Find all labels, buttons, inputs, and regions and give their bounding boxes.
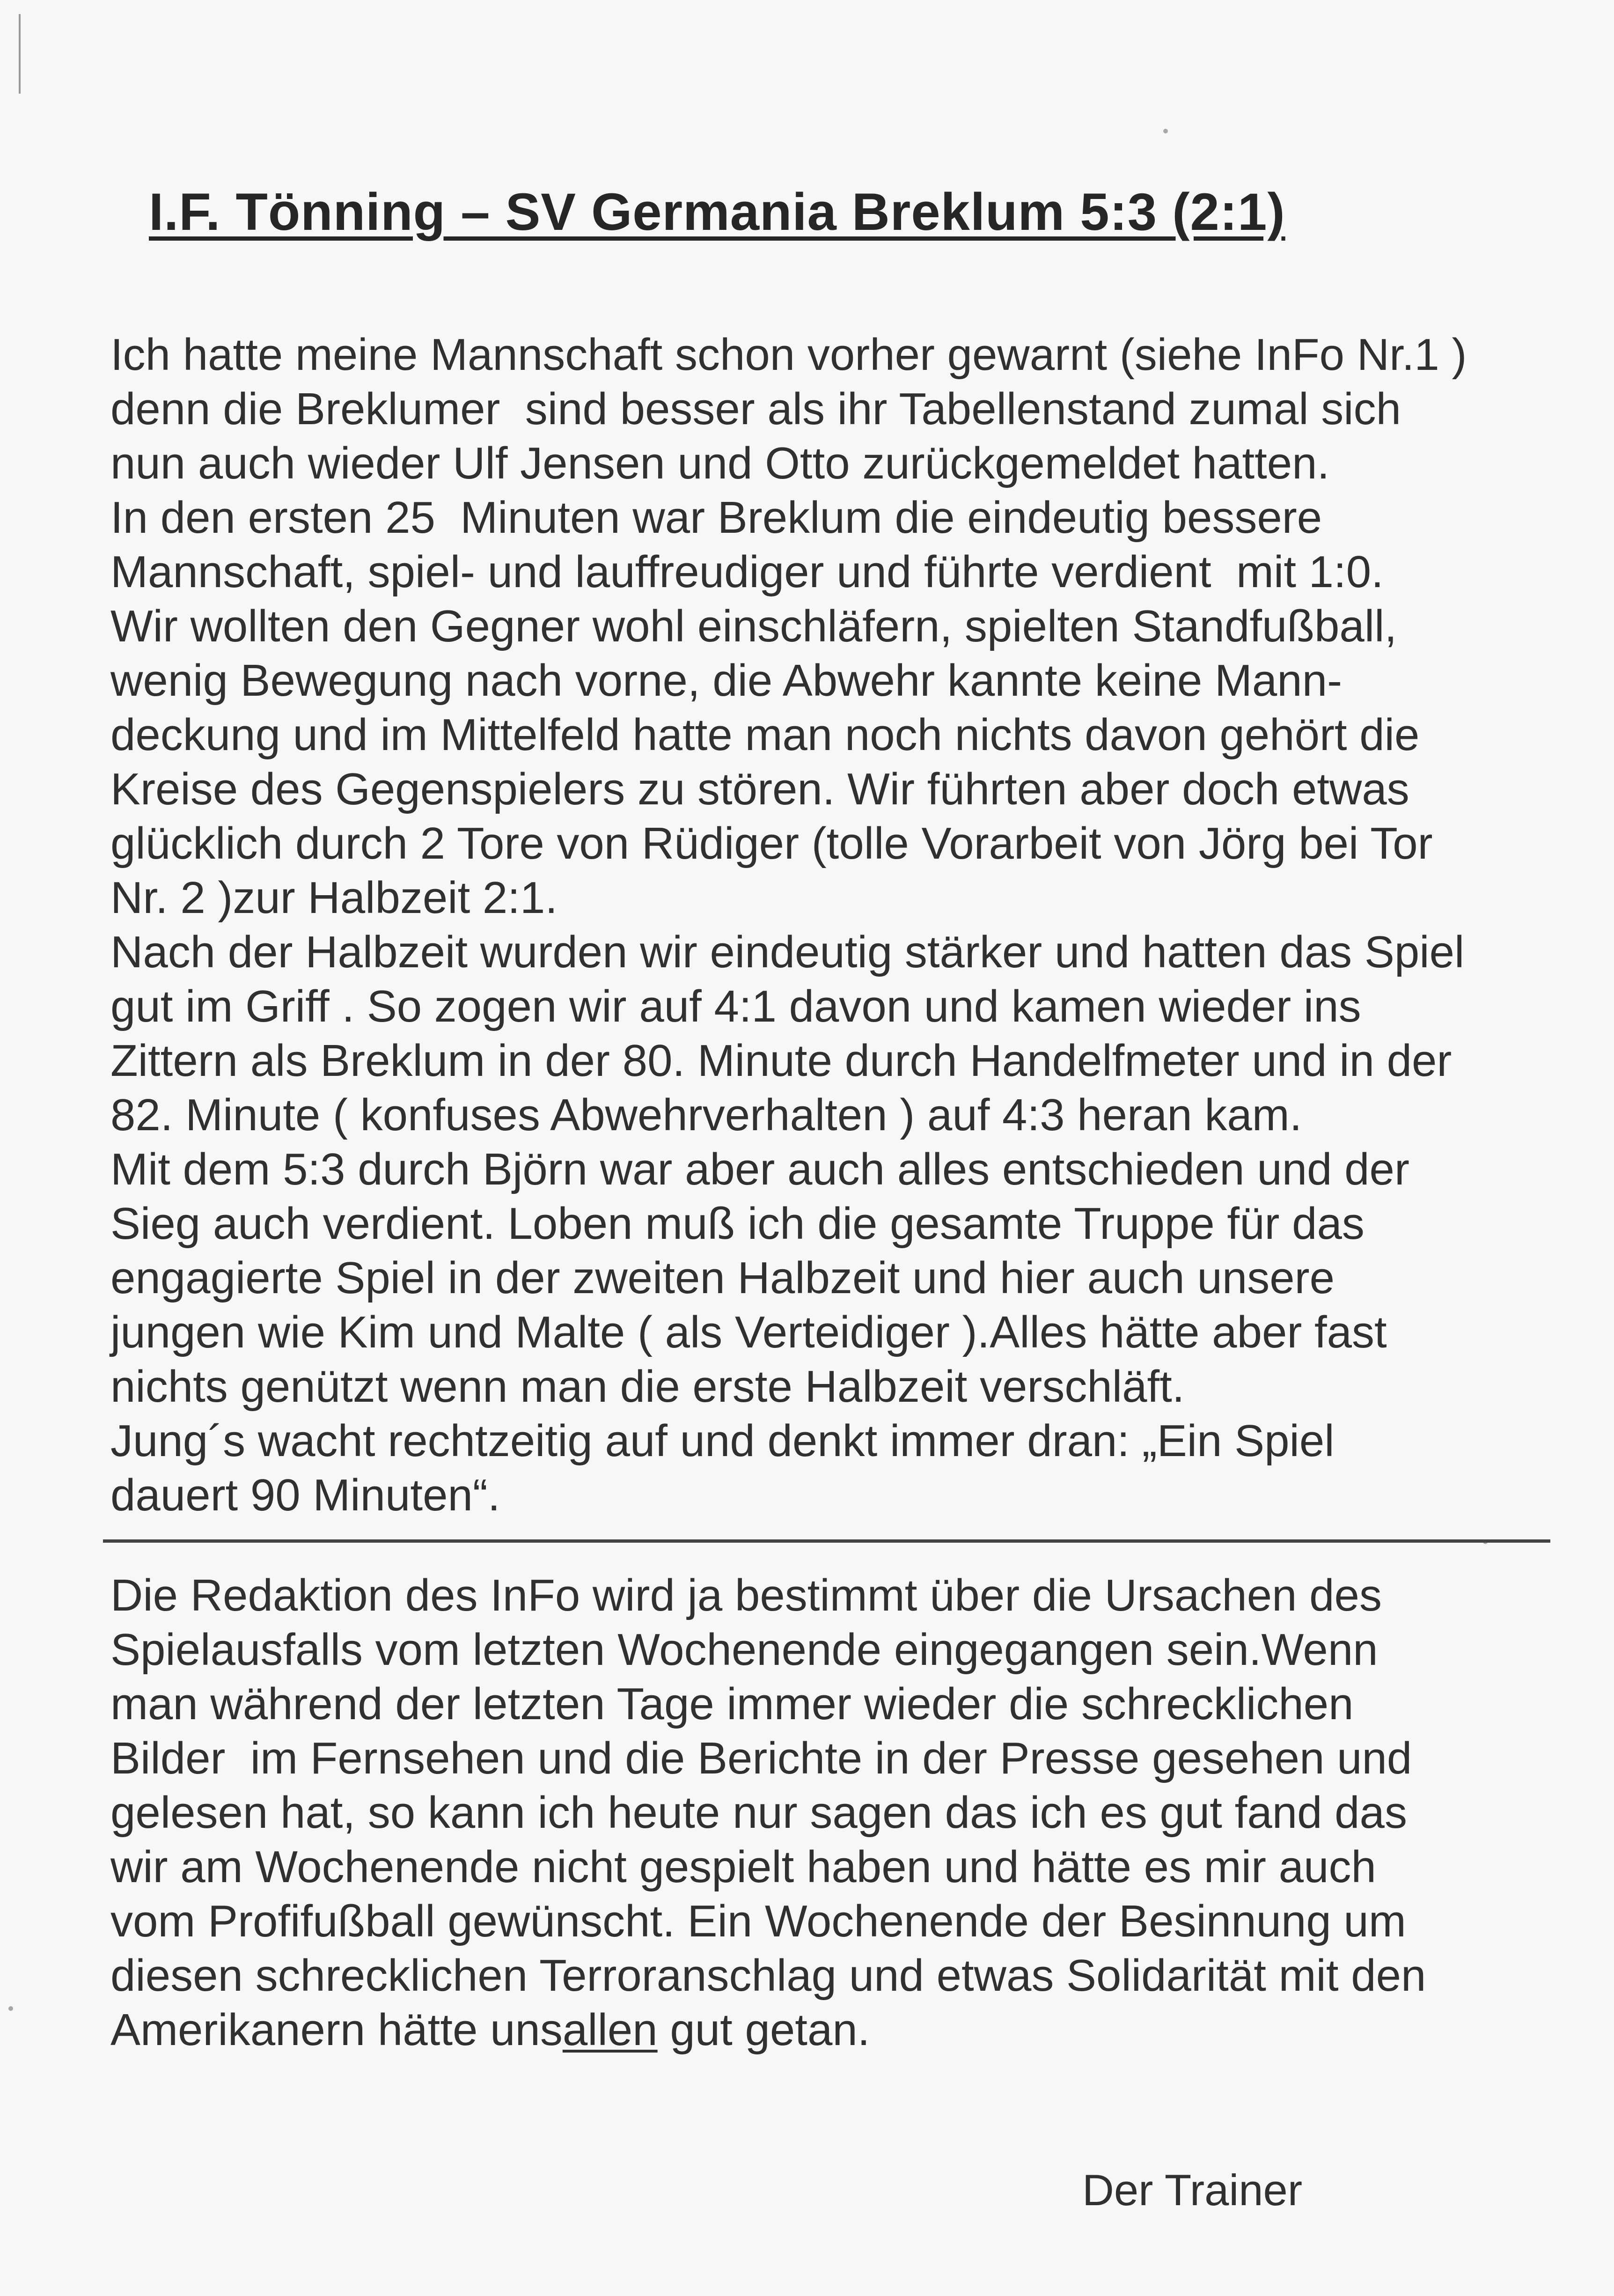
match-report [110,328,1533,1523]
note-final-line [110,2003,1533,2057]
page-title: I.F. Tönning – SV Germania Breklum 5:3 (2:1) [149,183,1285,241]
report-line: jungen wie Kim und Malte ( als Verteidiger ).Alles hätte aber fast [110,1307,1387,1357]
report-line: Ich hatte meine Mannschaft schon vorher gewarnt (siehe InFo Nr.1 ) [110,330,1467,380]
report-line: 82. Minute ( konfuses Abwehrverhalten ) auf 4:3 heran kam. [110,1090,1302,1140]
note-line: vom Profifußball gewünscht. Ein Wochenende der Besinnung um [110,1896,1406,1946]
note-line: Die Redaktion des InFo wird ja bestimmt über die Ursachen des [110,1570,1382,1620]
report-line: Sieg auch verdient. Loben muß ich die gesamte Truppe für das [110,1199,1365,1249]
note-line: Bilder im Fernsehen und die Berichte in der Presse gesehen und [110,1733,1412,1783]
note-final-line-end: gut getan. [657,2005,870,2055]
report-line: Wir wollten den Gegner wohl einschläfern, spielten Standfußball, [110,601,1397,651]
note-final-line-start: Amerikanern hätte uns [110,2005,563,2055]
emphasized-word: allen [562,2005,658,2055]
report-line: glücklich durch 2 Tore von Rüdiger (tolle Vorarbeit von Jörg bei Tor [110,818,1433,868]
report-line: denn die Breklumer sind besser als ihr Tabellenstand zumal sich [110,384,1401,434]
report-line: nichts genützt wenn man die erste Halbzeit verschläft. [110,1361,1185,1412]
report-line: nun auch wieder Ulf Jensen und Otto zurückgemeldet hatten. [110,438,1330,488]
section-divider [103,1539,1550,1543]
report-line: engagierte Spiel in der zweiten Halbzeit und hier auch unsere [110,1253,1335,1303]
report-line: dauert 90 Minuten“. [110,1470,500,1520]
report-line: Mannschaft, spiel- und lauffreudiger und führte verdient mit 1:0. [110,547,1384,597]
report-line: Jung´s wacht rechtzeitig auf und denkt immer dran: „Ein Spiel [110,1416,1335,1466]
report-line: Kreise des Gegenspielers zu stören. Wir führten aber doch etwas [110,764,1409,814]
note-line: gelesen hat, so kann ich heute nur sagen das ich es gut fand das [110,1788,1407,1838]
report-line: wenig Bewegung nach vorne, die Abwehr kannte keine Mann- [110,655,1343,706]
signature-text: Der Trainer [1082,2165,1303,2215]
scan-edge-mark [19,14,21,94]
scan-speck [1163,129,1168,133]
report-line: gut im Griff . So zogen wir auf 4:1 davon und kamen wieder ins [110,981,1361,1031]
note-line: man während der letzten Tage immer wieder die schrecklichen [110,1679,1354,1729]
report-line: Mit dem 5:3 durch Björn war aber auch alles entschieden und der [110,1144,1409,1194]
report-line: In den ersten 25 Minuten war Breklum die eindeutig bessere [110,493,1322,543]
report-line: Nr. 2 )zur Halbzeit 2:1. [110,873,558,923]
note-line: wir am Wochenende nicht gespielt haben und hätte es mir auch [110,1842,1376,1892]
report-line: deckung und im Mittelfeld hatte man noch nichts davon gehört die [110,710,1420,760]
note-line: Spielausfalls vom letzten Wochenende eingegangen sein.Wenn [110,1625,1378,1675]
report-line: Zittern als Breklum in der 80. Minute durch Handelfmeter und in der [110,1036,1452,1086]
note-line: diesen schrecklichen Terroranschlag und etwas Solidarität mit den [110,1950,1426,2001]
trainer-note [110,1568,1533,2057]
scan-speck [8,2006,13,2011]
report-line: Nach der Halbzeit wurden wir eindeutig stärker und hatten das Spiel [110,927,1465,977]
